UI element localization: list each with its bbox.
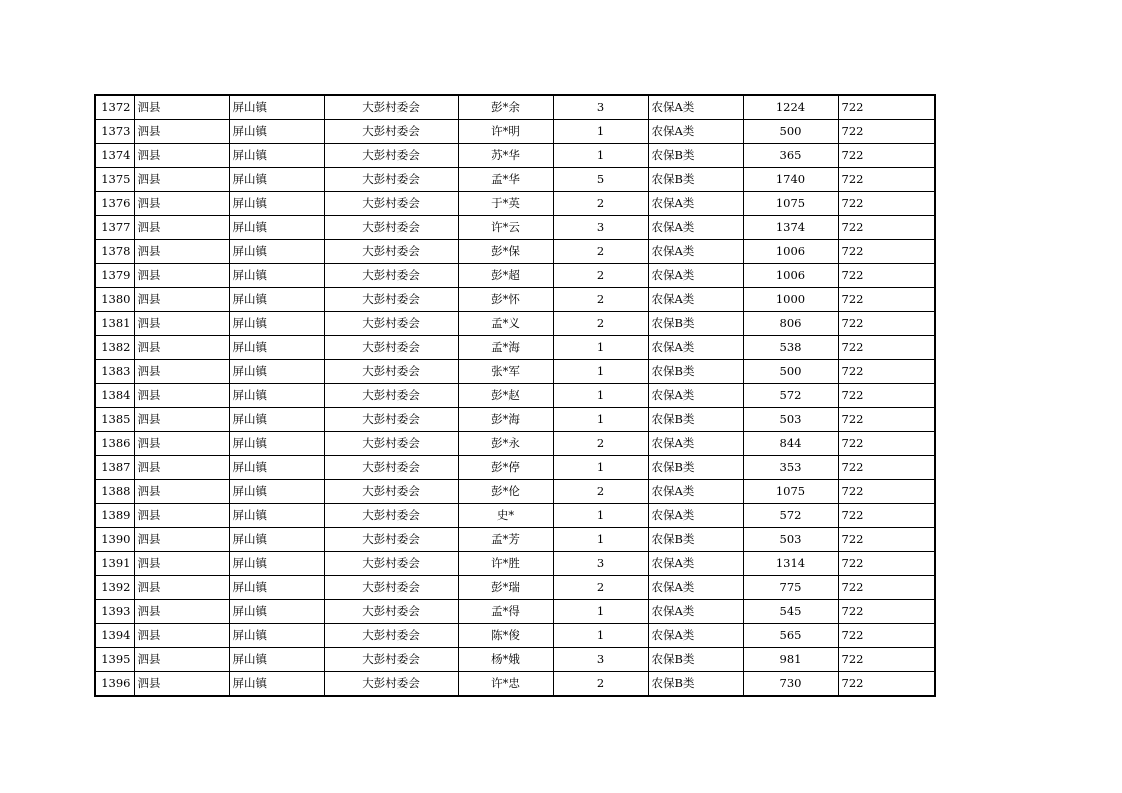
household-count-cell: 2 xyxy=(553,312,648,336)
name-cell: 孟*义 xyxy=(458,312,553,336)
county-cell: 泗县 xyxy=(134,216,229,240)
county-cell: 泗县 xyxy=(134,384,229,408)
village-committee-cell: 大彭村委会 xyxy=(324,95,458,120)
household-count-cell: 3 xyxy=(553,216,648,240)
insurance-type-cell: 农保A类 xyxy=(648,336,743,360)
code-cell: 722 xyxy=(838,95,935,120)
town-cell: 屏山镇 xyxy=(229,624,324,648)
town-cell: 屏山镇 xyxy=(229,336,324,360)
table-row xyxy=(95,168,935,192)
insurance-type-cell: 农保A类 xyxy=(648,432,743,456)
village-committee-cell: 大彭村委会 xyxy=(324,552,458,576)
county-cell: 泗县 xyxy=(134,240,229,264)
town-cell: 屏山镇 xyxy=(229,480,324,504)
town-cell: 屏山镇 xyxy=(229,312,324,336)
village-committee-cell: 大彭村委会 xyxy=(324,600,458,624)
amount-cell: 1075 xyxy=(743,192,838,216)
table-row xyxy=(95,312,935,336)
village-committee-cell: 大彭村委会 xyxy=(324,672,458,697)
code-cell: 722 xyxy=(838,240,935,264)
row-number-cell: 1390 xyxy=(95,528,134,552)
insurance-type-cell: 农保A类 xyxy=(648,576,743,600)
county-cell: 泗县 xyxy=(134,312,229,336)
town-cell: 屏山镇 xyxy=(229,456,324,480)
county-cell: 泗县 xyxy=(134,600,229,624)
table-row xyxy=(95,408,935,432)
village-committee-cell: 大彭村委会 xyxy=(324,648,458,672)
insurance-type-cell: 农保B类 xyxy=(648,672,743,697)
household-count-cell: 1 xyxy=(553,504,648,528)
row-number-cell: 1381 xyxy=(95,312,134,336)
county-cell: 泗县 xyxy=(134,456,229,480)
table-row xyxy=(95,672,935,697)
village-committee-cell: 大彭村委会 xyxy=(324,192,458,216)
town-cell: 屏山镇 xyxy=(229,120,324,144)
code-cell: 722 xyxy=(838,672,935,697)
table-row xyxy=(95,336,935,360)
amount-cell: 981 xyxy=(743,648,838,672)
insurance-type-cell: 农保A类 xyxy=(648,240,743,264)
row-number-cell: 1379 xyxy=(95,264,134,288)
household-count-cell: 3 xyxy=(553,648,648,672)
amount-cell: 1006 xyxy=(743,240,838,264)
table-row xyxy=(95,288,935,312)
name-cell: 陈*俊 xyxy=(458,624,553,648)
name-cell: 孟*芳 xyxy=(458,528,553,552)
insurance-type-cell: 农保A类 xyxy=(648,95,743,120)
row-number-cell: 1392 xyxy=(95,576,134,600)
household-count-cell: 1 xyxy=(553,456,648,480)
insurance-type-cell: 农保A类 xyxy=(648,504,743,528)
county-cell: 泗县 xyxy=(134,360,229,384)
household-count-cell: 5 xyxy=(553,168,648,192)
row-number-cell: 1382 xyxy=(95,336,134,360)
county-cell: 泗县 xyxy=(134,288,229,312)
row-number-cell: 1383 xyxy=(95,360,134,384)
town-cell: 屏山镇 xyxy=(229,576,324,600)
code-cell: 722 xyxy=(838,144,935,168)
county-cell: 泗县 xyxy=(134,264,229,288)
table-row xyxy=(95,552,935,576)
code-cell: 722 xyxy=(838,312,935,336)
name-cell: 彭*瑞 xyxy=(458,576,553,600)
code-cell: 722 xyxy=(838,480,935,504)
town-cell: 屏山镇 xyxy=(229,240,324,264)
code-cell: 722 xyxy=(838,336,935,360)
town-cell: 屏山镇 xyxy=(229,360,324,384)
amount-cell: 1075 xyxy=(743,480,838,504)
town-cell: 屏山镇 xyxy=(229,408,324,432)
amount-cell: 775 xyxy=(743,576,838,600)
insurance-type-cell: 农保A类 xyxy=(648,120,743,144)
county-cell: 泗县 xyxy=(134,144,229,168)
village-committee-cell: 大彭村委会 xyxy=(324,528,458,552)
village-committee-cell: 大彭村委会 xyxy=(324,408,458,432)
row-number-cell: 1380 xyxy=(95,288,134,312)
name-cell: 许*云 xyxy=(458,216,553,240)
name-cell: 苏*华 xyxy=(458,144,553,168)
row-number-cell: 1373 xyxy=(95,120,134,144)
table-row xyxy=(95,576,935,600)
insurance-type-cell: 农保B类 xyxy=(648,648,743,672)
amount-cell: 1740 xyxy=(743,168,838,192)
code-cell: 722 xyxy=(838,624,935,648)
town-cell: 屏山镇 xyxy=(229,600,324,624)
town-cell: 屏山镇 xyxy=(229,288,324,312)
household-count-cell: 3 xyxy=(553,95,648,120)
village-committee-cell: 大彭村委会 xyxy=(324,624,458,648)
village-committee-cell: 大彭村委会 xyxy=(324,264,458,288)
amount-cell: 503 xyxy=(743,408,838,432)
household-count-cell: 2 xyxy=(553,576,648,600)
household-count-cell: 1 xyxy=(553,144,648,168)
name-cell: 杨*娥 xyxy=(458,648,553,672)
amount-cell: 730 xyxy=(743,672,838,697)
code-cell: 722 xyxy=(838,528,935,552)
insurance-type-cell: 农保B类 xyxy=(648,456,743,480)
name-cell: 许*胜 xyxy=(458,552,553,576)
town-cell: 屏山镇 xyxy=(229,504,324,528)
amount-cell: 545 xyxy=(743,600,838,624)
table-row xyxy=(95,432,935,456)
insurance-type-cell: 农保A类 xyxy=(648,480,743,504)
village-committee-cell: 大彭村委会 xyxy=(324,312,458,336)
amount-cell: 1006 xyxy=(743,264,838,288)
insurance-type-cell: 农保A类 xyxy=(648,288,743,312)
village-committee-cell: 大彭村委会 xyxy=(324,576,458,600)
table-row xyxy=(95,95,935,120)
table-row xyxy=(95,384,935,408)
table-row xyxy=(95,264,935,288)
household-count-cell: 1 xyxy=(553,408,648,432)
name-cell: 许*明 xyxy=(458,120,553,144)
village-committee-cell: 大彭村委会 xyxy=(324,336,458,360)
household-count-cell: 1 xyxy=(553,528,648,552)
row-number-cell: 1375 xyxy=(95,168,134,192)
code-cell: 722 xyxy=(838,216,935,240)
county-cell: 泗县 xyxy=(134,480,229,504)
household-count-cell: 2 xyxy=(553,264,648,288)
county-cell: 泗县 xyxy=(134,336,229,360)
household-count-cell: 1 xyxy=(553,624,648,648)
code-cell: 722 xyxy=(838,504,935,528)
table-row xyxy=(95,144,935,168)
household-count-cell: 1 xyxy=(553,384,648,408)
household-count-cell: 1 xyxy=(553,600,648,624)
code-cell: 722 xyxy=(838,408,935,432)
code-cell: 722 xyxy=(838,120,935,144)
table-row xyxy=(95,216,935,240)
row-number-cell: 1385 xyxy=(95,408,134,432)
village-committee-cell: 大彭村委会 xyxy=(324,480,458,504)
county-cell: 泗县 xyxy=(134,648,229,672)
village-committee-cell: 大彭村委会 xyxy=(324,288,458,312)
town-cell: 屏山镇 xyxy=(229,216,324,240)
name-cell: 孟*海 xyxy=(458,336,553,360)
code-cell: 722 xyxy=(838,384,935,408)
insurance-type-cell: 农保A类 xyxy=(648,624,743,648)
code-cell: 722 xyxy=(838,360,935,384)
household-count-cell: 1 xyxy=(553,360,648,384)
amount-cell: 565 xyxy=(743,624,838,648)
row-number-cell: 1391 xyxy=(95,552,134,576)
name-cell: 彭*永 xyxy=(458,432,553,456)
name-cell: 彭*停 xyxy=(458,456,553,480)
amount-cell: 806 xyxy=(743,312,838,336)
row-number-cell: 1377 xyxy=(95,216,134,240)
insurance-type-cell: 农保A类 xyxy=(648,192,743,216)
name-cell: 彭*海 xyxy=(458,408,553,432)
name-cell: 张*军 xyxy=(458,360,553,384)
town-cell: 屏山镇 xyxy=(229,648,324,672)
code-cell: 722 xyxy=(838,600,935,624)
row-number-cell: 1376 xyxy=(95,192,134,216)
town-cell: 屏山镇 xyxy=(229,144,324,168)
table-row xyxy=(95,600,935,624)
county-cell: 泗县 xyxy=(134,432,229,456)
village-committee-cell: 大彭村委会 xyxy=(324,168,458,192)
county-cell: 泗县 xyxy=(134,504,229,528)
household-count-cell: 1 xyxy=(553,120,648,144)
amount-cell: 844 xyxy=(743,432,838,456)
village-committee-cell: 大彭村委会 xyxy=(324,240,458,264)
code-cell: 722 xyxy=(838,648,935,672)
row-number-cell: 1395 xyxy=(95,648,134,672)
table-row xyxy=(95,624,935,648)
row-number-cell: 1388 xyxy=(95,480,134,504)
code-cell: 722 xyxy=(838,432,935,456)
row-number-cell: 1393 xyxy=(95,600,134,624)
table-row xyxy=(95,192,935,216)
name-cell: 彭*保 xyxy=(458,240,553,264)
amount-cell: 353 xyxy=(743,456,838,480)
amount-cell: 500 xyxy=(743,360,838,384)
row-number-cell: 1384 xyxy=(95,384,134,408)
table-row xyxy=(95,528,935,552)
amount-cell: 538 xyxy=(743,336,838,360)
household-count-cell: 2 xyxy=(553,240,648,264)
county-cell: 泗县 xyxy=(134,528,229,552)
table-row xyxy=(95,504,935,528)
village-committee-cell: 大彭村委会 xyxy=(324,504,458,528)
code-cell: 722 xyxy=(838,288,935,312)
county-cell: 泗县 xyxy=(134,672,229,697)
village-committee-cell: 大彭村委会 xyxy=(324,456,458,480)
insurance-type-cell: 农保A类 xyxy=(648,264,743,288)
code-cell: 722 xyxy=(838,552,935,576)
insurance-type-cell: 农保B类 xyxy=(648,408,743,432)
row-number-cell: 1372 xyxy=(95,95,134,120)
county-cell: 泗县 xyxy=(134,168,229,192)
village-committee-cell: 大彭村委会 xyxy=(324,120,458,144)
table-row xyxy=(95,480,935,504)
amount-cell: 1374 xyxy=(743,216,838,240)
town-cell: 屏山镇 xyxy=(229,95,324,120)
records-table xyxy=(94,94,936,697)
code-cell: 722 xyxy=(838,192,935,216)
village-committee-cell: 大彭村委会 xyxy=(324,144,458,168)
household-count-cell: 2 xyxy=(553,288,648,312)
name-cell: 彭*超 xyxy=(458,264,553,288)
town-cell: 屏山镇 xyxy=(229,384,324,408)
row-number-cell: 1389 xyxy=(95,504,134,528)
row-number-cell: 1374 xyxy=(95,144,134,168)
village-committee-cell: 大彭村委会 xyxy=(324,384,458,408)
household-count-cell: 2 xyxy=(553,480,648,504)
household-count-cell: 2 xyxy=(553,432,648,456)
insurance-type-cell: 农保B类 xyxy=(648,144,743,168)
code-cell: 722 xyxy=(838,576,935,600)
amount-cell: 572 xyxy=(743,504,838,528)
insurance-type-cell: 农保B类 xyxy=(648,528,743,552)
county-cell: 泗县 xyxy=(134,95,229,120)
amount-cell: 500 xyxy=(743,120,838,144)
town-cell: 屏山镇 xyxy=(229,192,324,216)
village-committee-cell: 大彭村委会 xyxy=(324,432,458,456)
name-cell: 彭*赵 xyxy=(458,384,553,408)
county-cell: 泗县 xyxy=(134,552,229,576)
insurance-type-cell: 农保B类 xyxy=(648,168,743,192)
village-committee-cell: 大彭村委会 xyxy=(324,360,458,384)
table-body xyxy=(95,95,935,696)
name-cell: 彭*怀 xyxy=(458,288,553,312)
name-cell: 孟*得 xyxy=(458,600,553,624)
town-cell: 屏山镇 xyxy=(229,264,324,288)
town-cell: 屏山镇 xyxy=(229,168,324,192)
table-row xyxy=(95,456,935,480)
town-cell: 屏山镇 xyxy=(229,528,324,552)
amount-cell: 503 xyxy=(743,528,838,552)
row-number-cell: 1378 xyxy=(95,240,134,264)
code-cell: 722 xyxy=(838,456,935,480)
insurance-type-cell: 农保A类 xyxy=(648,600,743,624)
county-cell: 泗县 xyxy=(134,120,229,144)
county-cell: 泗县 xyxy=(134,408,229,432)
table-row xyxy=(95,648,935,672)
town-cell: 屏山镇 xyxy=(229,552,324,576)
amount-cell: 572 xyxy=(743,384,838,408)
insurance-type-cell: 农保B类 xyxy=(648,360,743,384)
amount-cell: 1224 xyxy=(743,95,838,120)
household-count-cell: 2 xyxy=(553,192,648,216)
table-row xyxy=(95,240,935,264)
village-committee-cell: 大彭村委会 xyxy=(324,216,458,240)
insurance-type-cell: 农保A类 xyxy=(648,552,743,576)
amount-cell: 1314 xyxy=(743,552,838,576)
name-cell: 于*英 xyxy=(458,192,553,216)
county-cell: 泗县 xyxy=(134,192,229,216)
row-number-cell: 1386 xyxy=(95,432,134,456)
county-cell: 泗县 xyxy=(134,576,229,600)
name-cell: 史* xyxy=(458,504,553,528)
code-cell: 722 xyxy=(838,264,935,288)
county-cell: 泗县 xyxy=(134,624,229,648)
insurance-type-cell: 农保B类 xyxy=(648,312,743,336)
row-number-cell: 1394 xyxy=(95,624,134,648)
table-row xyxy=(95,360,935,384)
name-cell: 许*忠 xyxy=(458,672,553,697)
amount-cell: 1000 xyxy=(743,288,838,312)
row-number-cell: 1387 xyxy=(95,456,134,480)
insurance-type-cell: 农保A类 xyxy=(648,216,743,240)
table-row xyxy=(95,120,935,144)
name-cell: 孟*华 xyxy=(458,168,553,192)
town-cell: 屏山镇 xyxy=(229,432,324,456)
code-cell: 722 xyxy=(838,168,935,192)
name-cell: 彭*伦 xyxy=(458,480,553,504)
household-count-cell: 1 xyxy=(553,336,648,360)
town-cell: 屏山镇 xyxy=(229,672,324,697)
amount-cell: 365 xyxy=(743,144,838,168)
household-count-cell: 2 xyxy=(553,672,648,697)
row-number-cell: 1396 xyxy=(95,672,134,697)
name-cell: 彭*余 xyxy=(458,95,553,120)
insurance-type-cell: 农保A类 xyxy=(648,384,743,408)
household-count-cell: 3 xyxy=(553,552,648,576)
